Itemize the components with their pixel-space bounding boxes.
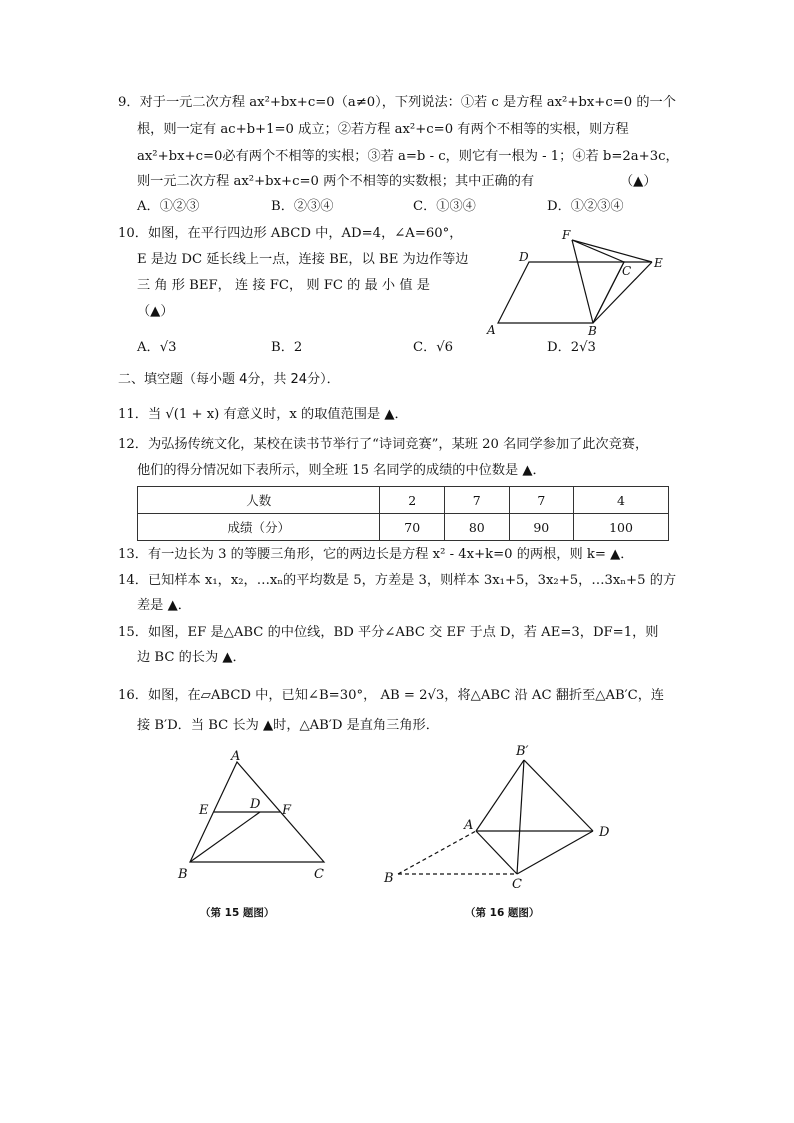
q10-line-1: 10．如图，在平行四边形 ABCD 中，AD=4，∠A=60°， [118, 226, 463, 241]
q13-line: 13．有一边长为 3 的等腰三角形，它的两边长是方程 x² - 4x+k=0 的两根，则 k= ▲． [118, 547, 634, 562]
segment-b-prime-c [517, 760, 524, 874]
section-title: 二、填空题（每小题 4分，共 24分）． [118, 372, 340, 387]
label-d: D [599, 825, 610, 840]
label-e: E [654, 256, 663, 270]
segment-bf [572, 240, 593, 323]
q15-figure [172, 748, 342, 883]
bisector-bd [190, 812, 260, 862]
score-table [137, 486, 669, 541]
q11-line: 11．当 √(1 + x) 有意义时，x 的取值范围是 ▲． [118, 407, 408, 422]
parallelogram-abcd [498, 262, 624, 323]
q10-line-4: （▲） [137, 304, 174, 319]
q9-line-4: 则一元二次方程 ax²+bx+c=0 两个不相等的实数根；其中正确的有 [137, 174, 535, 189]
label-f: F [562, 228, 571, 242]
q16-caption: （第 16 题图） [465, 907, 540, 919]
label-d: D [250, 797, 261, 812]
table-cell: 70 [380, 514, 445, 541]
q16-line-2: 接 B′D．当 BC 长为 ▲时，△AB′D 是直角三角形． [137, 718, 439, 733]
q9-option-a: A．①②③ [137, 199, 200, 214]
table-cell: 7 [445, 487, 510, 514]
label-b-prime: B′ [516, 744, 529, 759]
q15-caption: （第 15 题图） [200, 907, 275, 919]
label-e: E [199, 803, 209, 818]
q14-line-2: 差是 ▲． [137, 598, 191, 613]
q9-line-1: 9．对于一元二次方程 ax²+bx+c=0（a≠0），下列说法：①若 c 是方程 ax²+bx+c=0 的一个 [118, 95, 676, 110]
table-cell: 4 [574, 487, 669, 514]
label-c: C [314, 867, 324, 882]
segment-ef [572, 240, 652, 262]
label-a: A [464, 818, 474, 833]
q12-line-1: 12．为弘扬传统文化，某校在读书节举行了“诗词竞赛”，某班 20 名同学参加了此次竞赛， [118, 437, 649, 452]
table-row [138, 487, 669, 514]
q9-line-3: ax²+bx+c=0必有两个不相等的实根；③若 a=b - c，则它有一根为 - 1；④若 b=2a+3c， [137, 149, 679, 164]
segment-bc [593, 262, 624, 323]
segment-b-prime-a [476, 760, 524, 831]
q10-option-d: D．2√3 [547, 340, 596, 355]
q9-option-b: B．②③④ [271, 199, 334, 214]
label-a: A [231, 749, 241, 764]
table-cell: 100 [574, 514, 669, 541]
table-cell: 成绩（分） [138, 514, 380, 541]
dashed-ba [398, 831, 476, 874]
q9-option-c: C．①③④ [413, 199, 476, 214]
label-a: A [487, 323, 496, 337]
label-b: B [178, 867, 188, 882]
q12-line-2: 他们的得分情况如下表所示，则全班 15 名同学的成绩的中位数是 ▲． [137, 463, 546, 478]
q9-line-2: 根，则一定有 ac+b+1=0 成立；②若方程 ax²+c=0 有两个不相等的实根，则方程 [137, 122, 629, 137]
label-b: B [384, 871, 394, 886]
table-cell: 2 [380, 487, 445, 514]
table-cell: 90 [509, 514, 574, 541]
q15-line-1: 15．如图，EF 是△ABC 的中位线，BD 平分∠ABC 交 EF 于点 D，若 AE=3，DF=1，则 [118, 625, 659, 640]
label-c: C [622, 264, 632, 278]
label-b: B [588, 324, 597, 338]
segment-cd [517, 831, 593, 874]
q16-line-1: 16．如图，在▱ABCD 中，已知∠B=30°， AB = 2√3，将△ABC 沿 AC 翻折至△AB′C，连 [118, 688, 665, 703]
segment-ac [476, 831, 517, 874]
q16-figure [380, 740, 620, 890]
q10-option-b: B．2 [271, 340, 303, 355]
label-c: C [512, 877, 522, 890]
q10-line-3: 三 角 形 BEF， 连 接 FC， 则 FC 的 最 小 值 是 [137, 278, 430, 293]
q14-line-1: 14．已知样本 x₁，x₂，…xₙ的平均数是 5，方差是 3，则样本 3x₁+5，3x₂+5，…3xₙ+5 的方 [118, 573, 677, 588]
label-f: F [282, 803, 292, 818]
segment-b-prime-d [524, 760, 593, 831]
q9-answer-mark: （▲） [620, 174, 657, 189]
table-cell: 80 [445, 514, 510, 541]
q10-figure [484, 228, 684, 348]
q9-option-d: D．①②③④ [547, 199, 624, 214]
q10-option-a: A．√3 [137, 340, 177, 355]
q10-line-2: E 是边 DC 延长线上一点，连接 BE，以 BE 为边作等边 [137, 252, 469, 267]
label-d: D [519, 250, 529, 264]
segment-fc [572, 240, 624, 262]
table-row [138, 514, 669, 541]
table-cell: 7 [509, 487, 574, 514]
table-cell: 人数 [138, 487, 380, 514]
q10-option-c: C．√6 [413, 340, 454, 355]
q15-line-2: 边 BC 的长为 ▲． [137, 650, 246, 665]
